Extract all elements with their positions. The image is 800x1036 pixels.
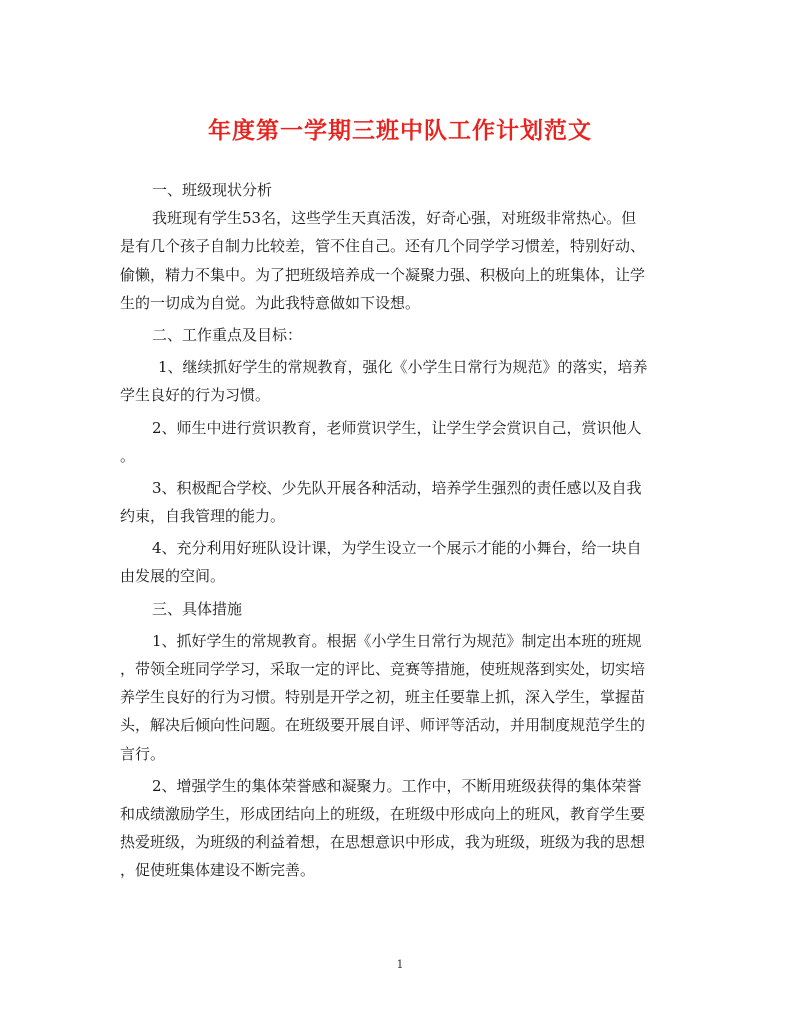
document-body (120, 176, 682, 885)
document-title: 年度第一学期三班中队工作计划范文 (208, 117, 592, 144)
text-line: 我班现有学生53名，这些学生天真活泼，好奇心强，对班级非常热心。但 (152, 209, 637, 228)
text-line: 是有几个孩子自制力比较差，管不住自己。还有几个同学学习惯差，特别好动、 (120, 237, 646, 256)
text-line: 热爱班级，为班级的利益着想，在思想意识中形成，我为班级，班级为我的思想 (120, 833, 646, 852)
text-line: 2、师生中进行赏识教育，老师赏识学生，让学生学会赏识自己，赏识他人 (152, 418, 642, 437)
text-line: 偷懒，精力不集中。为了把班级培养成一个凝聚力强、积极向上的班集体，让学 (120, 265, 646, 284)
text-line: 生的一切成为自觉。为此我特意做如下设想。 (120, 293, 421, 312)
text-line: 学生良好的行为习惯。 (120, 386, 271, 405)
page-number: 1 (396, 958, 404, 971)
text-line: 头，解决后倾向性问题。在班级要开展自评、师评等活动，并用制度规范学生的 (120, 716, 646, 735)
text-line: 言行。 (120, 744, 166, 763)
text-line: 。 (120, 446, 136, 465)
text-line: 由发展的空间。 (120, 567, 226, 586)
text-line: 1、继续抓好学生的常规教育，强化《小学生日常行为规范》的落实，培养 (158, 358, 648, 377)
text-line: 4、充分利用好班队设计课，为学生设立一个展示才能的小舞台，给一块自 (152, 539, 642, 558)
text-line: ，促使班集体建设不断完善。 (120, 861, 316, 880)
text-line: 3、积极配合学校、少先队开展各种活动，培养学生强烈的责任感以及自我 (152, 478, 642, 497)
text-line: 和成绩激励学生，形成团结向上的班级，在班级中形成向上的班风，教育学生要 (120, 804, 646, 823)
text-line: 二、工作重点及目标： (152, 325, 303, 344)
text-line: 三、具体措施 (152, 599, 243, 618)
text-line: 约束，自我管理的能力。 (120, 507, 286, 526)
text-line: ，带领全班同学学习，采取一定的评比、竞赛等措施，使班规落到实处，切实培 (120, 660, 646, 678)
text-line: 养学生良好的行为习惯。特别是开学之初，班主任要靠上抓，深入学生，掌握苗 (120, 688, 646, 707)
text-line: 2、增强学生的集体荣誉感和凝聚力。工作中，不断用班级获得的集体荣誉 (152, 776, 642, 795)
text-line: 一、班级现状分析 (152, 181, 273, 199)
text-line: 1、抓好学生的常规教育。根据《小学生日常行为规范》制定出本班的班规 (152, 631, 642, 650)
